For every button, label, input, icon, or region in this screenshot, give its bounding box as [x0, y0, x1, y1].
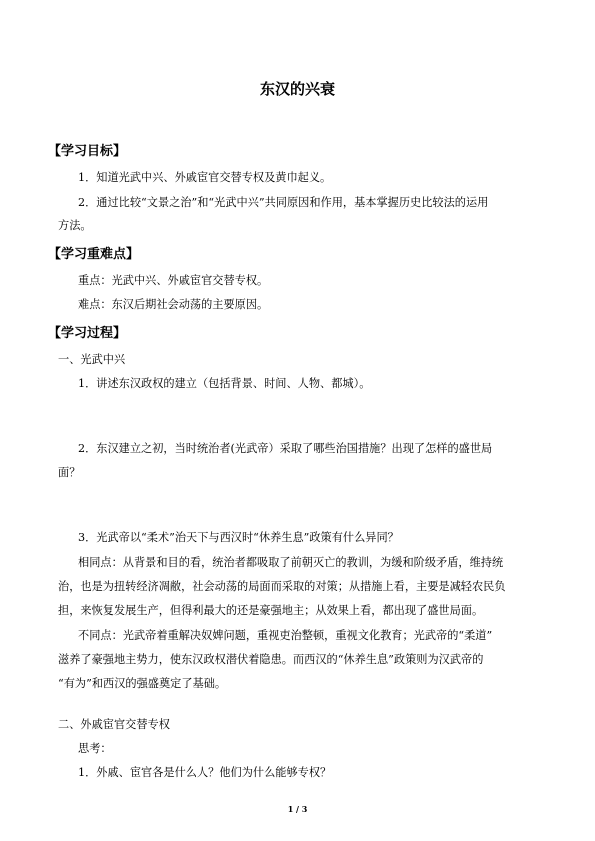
key-points-heading: 【学习重难点】	[48, 247, 140, 262]
think-label: 思考：	[78, 742, 112, 755]
objective-item-1: 1．知道光武中兴、外戚宦官交替专权及黄巾起义。	[78, 171, 332, 184]
similarity-line-2: 治，也是为扭转经济凋敝，社会动荡的局面而采取的对策；从措施上看，主要是减轻农民负	[58, 580, 506, 593]
question-2-line-1: 2．东汉建立之初，当时统治者(光武帝）采取了哪些治国措施？出现了怎样的盛世局	[78, 442, 493, 455]
difference-line-2: 滋养了豪强地主势力，使东汉政权潜伏着隐患。而西汉的“休养生息”政策则为汉武帝的	[58, 653, 484, 666]
similarity-line-3: 担，来恢复发展生产，但得利最大的还是豪强地主；从效果上看，都出现了盛世局面。	[58, 604, 484, 617]
question-3: 3．光武帝以“柔术”治天下与西汉时“休养生息”政策有什么异同？	[78, 531, 399, 544]
part-2-title: 二、外戚宦官交替专权	[58, 718, 170, 731]
page-title: 东汉的兴衰	[259, 80, 335, 98]
page-number: 1 / 3	[287, 804, 308, 814]
question-1: 1．讲述东汉政权的建立（包括背景、时间、人物、都城）。	[78, 377, 371, 390]
part-2-question-1: 1．外戚、宦官各是什么人？他们为什么能够专权？	[78, 766, 332, 779]
objective-item-2-line-1: 2．通过比较“文景之治”和“光武中兴”共同原因和作用，基本掌握历史比较法的运用	[78, 196, 489, 209]
similarity-line-1: 相同点：从背景和目的看，统治者都吸取了前朝灭亡的教训，为缓和阶级矛盾，维持统	[78, 556, 504, 569]
difference-line-1: 不同点：光武帝着重解决奴婢问题，重视吏治整顿，重视文化教育；光武帝的“柔道”	[78, 629, 493, 642]
objective-item-2-line-2: 方法。	[58, 219, 92, 232]
process-heading: 【学习过程】	[48, 326, 127, 341]
difference-line-3: “有为”和西汉的强盛奠定了基础。	[58, 677, 227, 690]
part-1-title: 一、光武中兴	[58, 353, 126, 366]
key-point-focus: 重点：光武中兴、外戚宦官交替专权。	[78, 274, 269, 287]
question-2-line-2: 面？	[58, 466, 81, 479]
key-point-difficulty: 难点：东汉后期社会动荡的主要原因。	[78, 298, 269, 311]
objectives-heading: 【学习目标】	[48, 144, 127, 159]
